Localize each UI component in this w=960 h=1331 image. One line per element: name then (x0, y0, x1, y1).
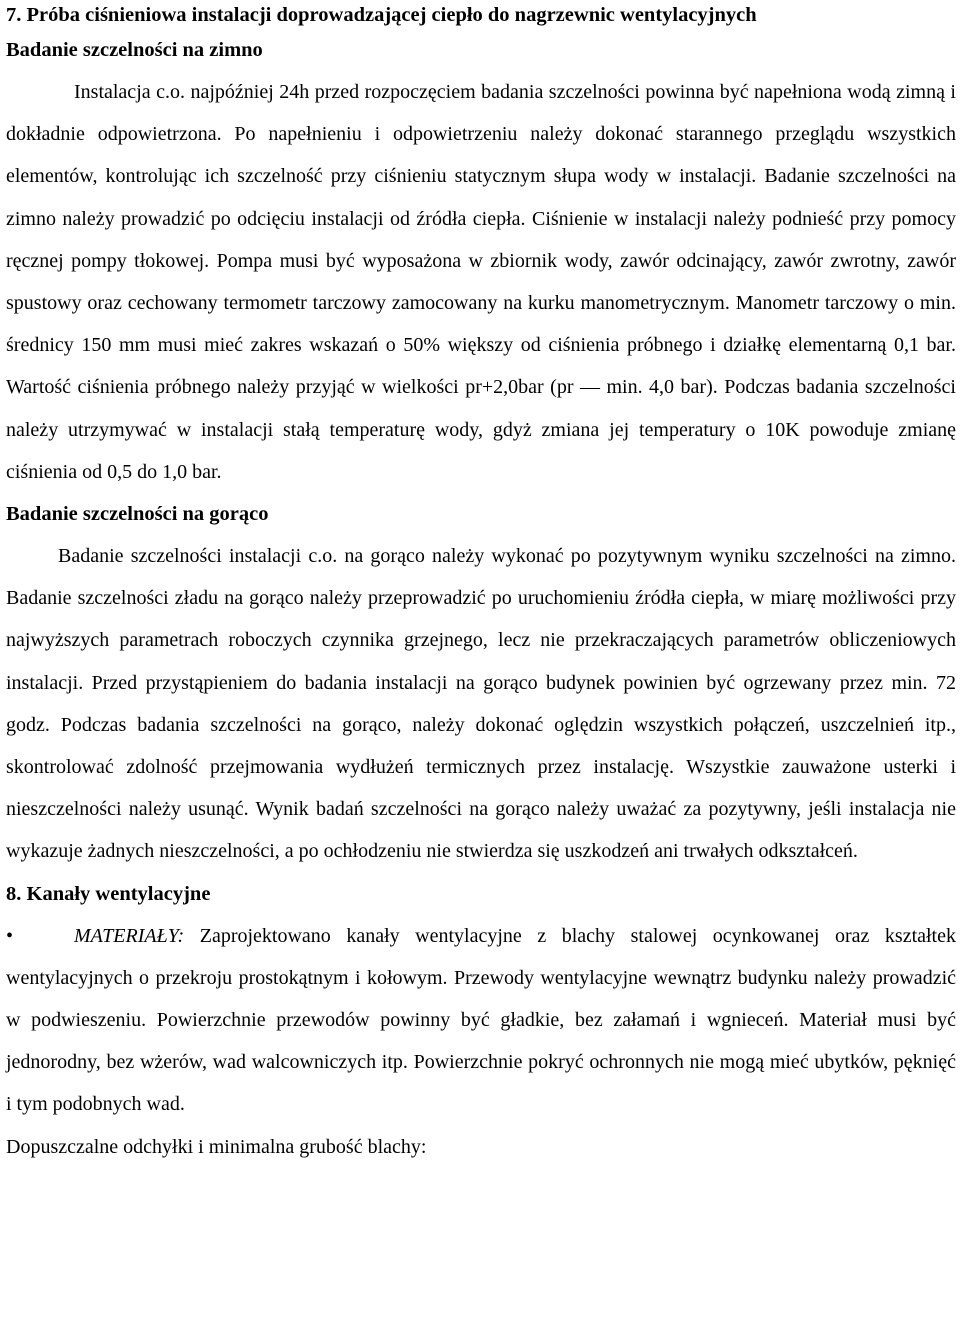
section-7-title: 7. Próba ciśnieniowa instalacji doprowadzającej ciepło do nagrzewnic wentylacyjnych (6, 4, 757, 26)
cold-test-paragraph: Instalacja c.o. najpóźniej 24h przed rozpoczęciem badania szczelności powinna być napełniona wodą zimną i dokładnie odpowietrzona. Po napełnieniu i odpowietrzeniu należy dokonać starannego przeglądu wszystkich elementów, kontrolując ich szczelność przy ciśnieniu statycznym słupa wody w instalacji. Badanie szczelności na zimno należy prowadzić po odcięciu instalacji od źródła ciepła. Ciśnienie w instalacji należy podnieść przy pomocy ręcznej pompy tłokowej. Pompa musi być wyposażona w zbiornik wody, zawór odcinający, zawór zwrotny, zawór spustowy oraz cechowany termometr tarczowy zamocowany na kurku manometrycznym. Manometr tarczowy o min. średnicy 150 mm musi mieć zakres wskazań o 50% większy od ciśnienia próbnego i działkę elementarną 0,1 bar. Wartość ciśnienia próbnego należy przyjąć w wielkości pr+2,0bar (pr — min. 4,0 bar). Podczas badania szczelności należy utrzymywać w instalacji stałą temperaturę wody, gdyż zmiana jej temperatury o 10K powoduje zmianę ciśnienia od 0,5 do 1,0 bar. (6, 81, 956, 483)
bullet-icon: • (6, 924, 14, 947)
tolerance-line: Dopuszczalne odchyłki i minimalna grubość blachy: (6, 1135, 427, 1158)
hot-test-paragraph: Badanie szczelności instalacji c.o. na gorąco należy wykonać po pozytywnym wyniku szczelności na zimno. Badanie szczelności zładu na gorąco należy przeprowadzić po uruchomieniu źródła ciepła, w miarę możliwości przy najwyższych parametrach roboczych czynnika grzejnego, lecz nie przekraczających parametrów obliczeniowych instalacji. Przed przystąpieniem do badania instalacji na gorąco budynek powinien być ogrzewany przez min. 72 godz. Podczas badania szczelności na gorąco, należy dokonać oględzin wszystkich połączeń, uszczelnień itp., skontrolować zdolność przejmowania wydłużeń termicznych przez instalację. Wszystkie zauważone usterki i nieszczelności należy usunąć. Wynik badań szczelności na gorąco należy uważać za pozytywny, jeśli instalacja nie wykazuje żadnych nieszczelności, a po ochłodzeniu nie stwierdza się uszkodzeń ani trwałych odkształceń. (6, 545, 956, 863)
section-8-title: 8. Kanały wentylacyjne (6, 882, 211, 905)
materials-paragraph (6, 915, 956, 1126)
materials-text: Zaprojektowano kanały wentylacyjne z blachy stalowej ocynkowanej oraz kształtek wentylacyjnych o przekroju prostokątnym i kołowym. Przewody wentylacyjne wewnątrz budynku należy prowadzić w podwieszeniu. Powierzchnie przewodów powinny być gładkie, bez załamań i wgnieceń. Materiał musi być jednorodny, bez wżerów, wad walcowniczych itp. Powierzchnie pokryć ochronnych nie mogą mieć ubytków, pęknięć i tym podobnych wad. (6, 924, 956, 1116)
cold-test-heading: Badanie szczelności na zimno (6, 39, 263, 61)
materials-label: MATERIAŁY: (74, 924, 185, 947)
hot-test-heading: Badanie szczelności na gorąco (6, 503, 269, 526)
